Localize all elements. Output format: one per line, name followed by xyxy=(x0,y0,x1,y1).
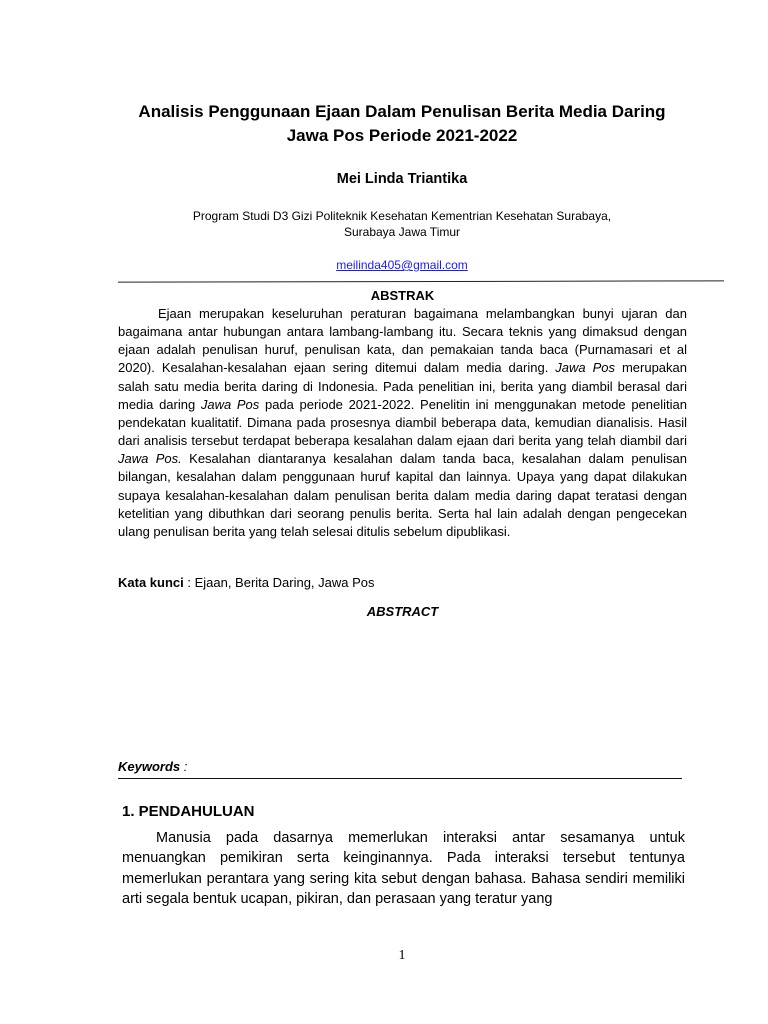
email-link[interactable]: meilinda405@gmail.com xyxy=(336,258,468,272)
top-divider xyxy=(118,280,724,282)
abstrak-paragraph xyxy=(118,305,687,541)
section-heading-pendahuluan: 1. PENDAHULUAN xyxy=(122,803,255,820)
abstrak-italic-3: Jawa Pos. xyxy=(118,451,182,467)
abstrak-text-4: Kesalahan diantaranya kesalahan dalam tanda baca, kesalahan dalam penulisan bilangan, kesalahan dalam penggunaan huruf kapital dan lainnya. Upaya yang dapat dilakukan supaya kesalahan-kesalahan dalam penulisan berita dalam media daring dapat teratasi dengan ketelitian yang dibuthkan dari seorang penulis berita. Serta hal lain adalah dengan pengecekan ulang penulisan berita yang telah selesai ditulis sebelum dipublikasi. xyxy=(118,451,687,539)
abstrak-italic-1: Jawa Pos xyxy=(555,360,615,376)
kata-kunci-value: : Ejaan, Berita Daring, Jawa Pos xyxy=(183,575,375,590)
author-email xyxy=(100,257,704,273)
paper-title-line-1: Analisis Penggunaan Ejaan Dalam Penulisan Berita Media Daring xyxy=(138,102,666,121)
paper-title xyxy=(100,100,704,148)
abstrak-italic-2: Jawa Pos xyxy=(200,396,260,412)
abstract-heading: ABSTRACT xyxy=(366,604,439,619)
abstrak-text-2: merupakan salah satu media berita daring di Indonesia. Pada penelitian ini, berita yang diambil berasal dari media daring xyxy=(118,360,687,412)
abstrak-text-3: pada periode 2021-2022. Penelitin ini menggunakan metode penelitian pendekatan kualitatif. Dimana pada prosesnya diambil beberapa data, kemudian dianalisis. Hasil dari analisis tersebut terdapat beberapa kesalahan dalam ejaan dari berita yang telah diambil dari xyxy=(118,396,687,449)
section-body-pendahuluan: Manusia pada dasarnya memerlukan interaksi antar sesamanya untuk menuangkan pemikiran serta keinginannya. Pada interaksi tersebut tentunya memerlukan perantara yang sering kita sebut dengan bahasa. Bahasa sendiri memiliki arti segala bentuk ucapan, pikiran, dan perasaan yang teratur yang xyxy=(122,830,685,907)
abstrak-heading: ABSTRAK xyxy=(370,288,435,303)
affiliation-line-2: Surabaya Jawa Timur xyxy=(343,225,461,239)
keywords xyxy=(118,758,687,776)
kata-kunci xyxy=(118,574,687,592)
page-number: 1 xyxy=(398,948,406,963)
abstrak-text-1: Ejaan merupakan keseluruhan peraturan bagaimana melambangkan bunyi ujaran dan bagaimana antar hubungan antara lambang-lambang itu. Secara teknis yang dimaksud dengan ejaan adalah penulisan huruf, penulisan kata, dan pemakaian tanda baca (Purnamasari et al 2020). Kesalahan-kesalahan ejaan sering ditemui dalam media daring. xyxy=(118,306,687,376)
keywords-label: Keywords xyxy=(118,759,181,774)
paper-title-line-2: Jawa Pos Periode 2021-2022 xyxy=(286,126,518,145)
bottom-divider xyxy=(118,778,682,779)
author-name: Mei Linda Triantika xyxy=(336,171,468,187)
kata-kunci-label: Kata kunci xyxy=(118,575,184,590)
affiliation xyxy=(100,208,704,240)
keywords-value: : xyxy=(180,759,188,774)
affiliation-line-1: Program Studi D3 Gizi Politeknik Kesehatan Kementrian Kesehatan Surabaya, xyxy=(192,209,612,223)
